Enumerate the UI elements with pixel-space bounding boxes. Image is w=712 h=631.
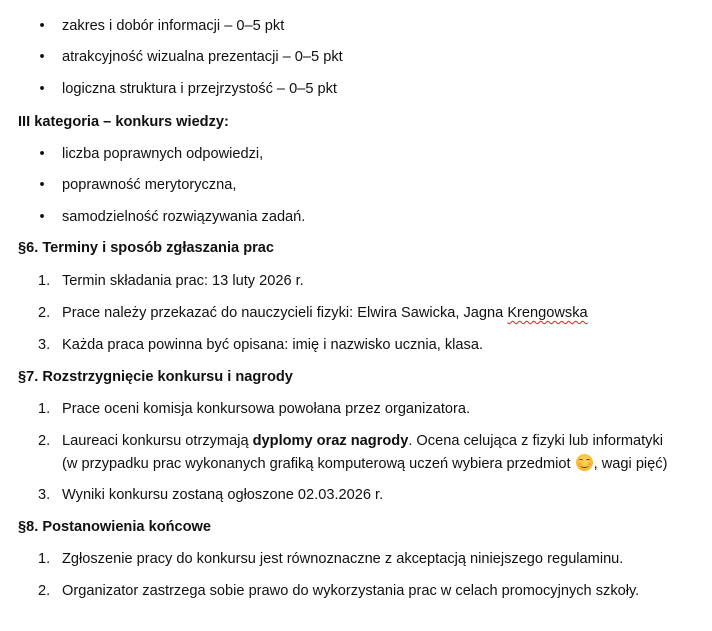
list-number: 2. (38, 433, 51, 449)
list-number: 1. (38, 401, 51, 417)
bullet-marker: • (39, 49, 45, 65)
bullet-marker: • (39, 18, 45, 34)
list-number: 1. (38, 273, 51, 289)
list-item-text: Prace oceni komisja konkursowa powołana przez organizatora. (62, 401, 471, 417)
section7-heading: §7. Rozstrzygnięcie konkursu i nagrody (18, 369, 293, 385)
list-item-text: Organizator zastrzega sobie prawo do wykorzystania prac w celach promocyjnych szkoły. (62, 583, 640, 599)
bullet-marker: • (39, 209, 45, 225)
bullet-text: liczba poprawnych odpowiedzi, (62, 146, 264, 162)
text-segment: Laureaci konkursu otrzymają (62, 433, 253, 449)
list-item-text: Zgłoszenie pracy do konkursu jest równoznaczne z akceptacją niniejszego regulaminu. (62, 551, 624, 567)
misspelled-word[interactable]: Krengowska (507, 305, 588, 321)
list-item-text (62, 432, 663, 450)
bullet-marker: • (39, 177, 45, 193)
list-item-text (62, 454, 667, 473)
section6-heading: §6. Terminy i sposób zgłaszania prac (18, 240, 275, 256)
bullet-text: atrakcyjność wizualna prezentacji – 0–5 pkt (62, 49, 343, 65)
bullet-text: logiczna struktura i przejrzystość – 0–5 pkt (62, 81, 337, 97)
list-number: 1. (38, 551, 51, 567)
category3-heading: III kategoria – konkurs wiedzy: (18, 114, 229, 130)
list-item-text: Każda praca powinna być opisana: imię i nazwisko ucznia, klasa. (62, 337, 484, 353)
list-number: 2. (38, 305, 51, 321)
text-segment: Prace należy przekazać do nauczycieli fizyki: Elwira Sawicka, Jagna (62, 305, 508, 321)
list-item-text: Termin składania prac: 13 luty 2026 r. (62, 273, 304, 289)
smiling-face-icon (576, 454, 593, 471)
list-number: 3. (38, 337, 51, 353)
list-number: 3. (38, 487, 51, 503)
bullet-marker: • (39, 81, 45, 97)
text-segment: (w przypadku prac wykonanych grafiką komputerową uczeń wybiera przedmiot (62, 456, 575, 472)
text-segment: , wagi pięć) (593, 456, 668, 472)
list-number: 2. (38, 583, 51, 599)
bullet-marker: • (39, 146, 45, 162)
list-item-text: Wyniki konkursu zostaną ogłoszone 02.03.2026 r. (62, 487, 384, 503)
bullet-text: zakres i dobór informacji – 0–5 pkt (62, 18, 285, 34)
bullet-text: samodzielność rozwiązywania zadań. (62, 209, 306, 225)
bold-text: dyplomy oraz nagrody (252, 433, 409, 449)
text-segment: . Ocena celująca z fizyki lub informatyki (408, 433, 664, 449)
bullet-text: poprawność merytoryczna, (62, 177, 237, 193)
list-item-text (62, 304, 588, 322)
section8-heading: §8. Postanowienia końcowe (18, 519, 212, 535)
